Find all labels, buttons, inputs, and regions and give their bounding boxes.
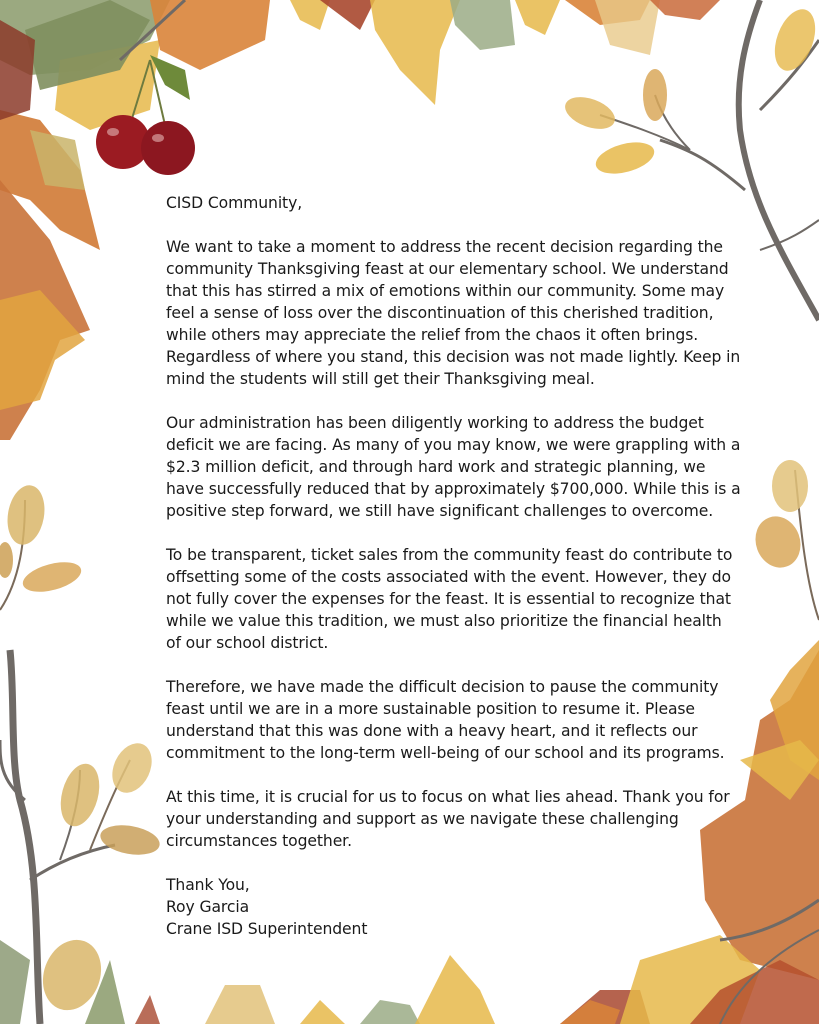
leaf-icon <box>205 985 275 1024</box>
letter-body <box>166 192 741 962</box>
salutation: CISD Community, <box>166 194 303 212</box>
signature-block <box>166 874 741 940</box>
leaf-icon <box>515 0 560 35</box>
paragraph-budget-deficit: Our administration has been diligently working to address the budget deficit we are facing. As many of you may know, we were grappling with a $2.3 million deficit, and through hard work and strategic planning, we have successfully reduced that by approximately $700,000. While this is a positive step forward, we still have significant challenges to overcome. <box>166 414 741 520</box>
branch-icon <box>30 845 115 880</box>
leaf-icon <box>592 137 657 180</box>
leaf-icon <box>748 510 807 574</box>
leaf-icon <box>561 91 619 135</box>
leaf-icon <box>643 69 667 121</box>
leaf-icon <box>415 955 495 1024</box>
paragraph-budget-decision: We want to take a moment to address the recent decision regarding the community Thanksgiving feast at our elementary school. We understand that this has stirred a mix of emotions within our community. Some may feel a sense of loss over the discontinuation of this cherished tradition, while others may appreciate the relief from the chaos it often brings. Regardless of where you stand, this decision was not made lightly. Keep in mind the students will still get their Thanksgiving meal. <box>166 238 741 388</box>
leaf-icon <box>98 821 162 859</box>
cherry-highlight-icon <box>152 134 164 142</box>
signer-name: Roy Garcia <box>166 898 250 916</box>
cherry-highlight-icon <box>107 128 119 136</box>
leaf-icon <box>767 4 819 76</box>
bottom-left-leaves <box>0 650 162 1024</box>
leaf-icon <box>0 542 13 578</box>
signer-title: Crane ISD Superintendent <box>166 920 368 938</box>
leaf-icon <box>290 0 330 30</box>
leaf-icon <box>650 0 720 20</box>
leaf-icon <box>370 0 460 105</box>
right-middle-sprig <box>748 460 819 620</box>
leaf-icon <box>135 995 160 1024</box>
left-middle-sprig <box>0 482 84 610</box>
leaf-icon <box>772 460 808 512</box>
paragraph-looking-ahead: At this time, it is crucial for us to focus on what lies ahead. Thank you for your understanding and support as we navigate these challenging circumstances together. <box>166 788 730 850</box>
paragraph-ticket-sales: To be transparent, ticket sales from the community feast do contribute to offsetting some of the costs associated with the event. However, they do not fully cover the expenses for the feast. It is essential to recognize that while we value this tradition, we must also prioritize the financial health of our school district. <box>166 546 733 652</box>
leaf-icon <box>20 557 85 598</box>
leaf-icon <box>105 737 160 799</box>
leaf-icon <box>150 0 270 70</box>
leaf-icon <box>300 1000 345 1024</box>
leaf-icon <box>360 1000 420 1024</box>
paragraph-pause-feast: Therefore, we have made the difficult decision to pause the community feast until we are in a more sustainable position to resume it. Please understand that this was done with a heavy heart, and it reflects our commitment to the long-term well-being of our school and its programs. <box>166 678 725 762</box>
leaf-icon <box>3 482 49 547</box>
leaf-icon <box>54 759 105 830</box>
leaf-icon <box>450 0 515 50</box>
leaf-icon <box>595 0 660 55</box>
leaf-icon <box>0 940 30 1024</box>
cherry-icon <box>141 121 195 175</box>
branch-icon <box>660 140 745 190</box>
closing: Thank You, <box>166 876 250 894</box>
leaf-icon <box>320 0 375 30</box>
